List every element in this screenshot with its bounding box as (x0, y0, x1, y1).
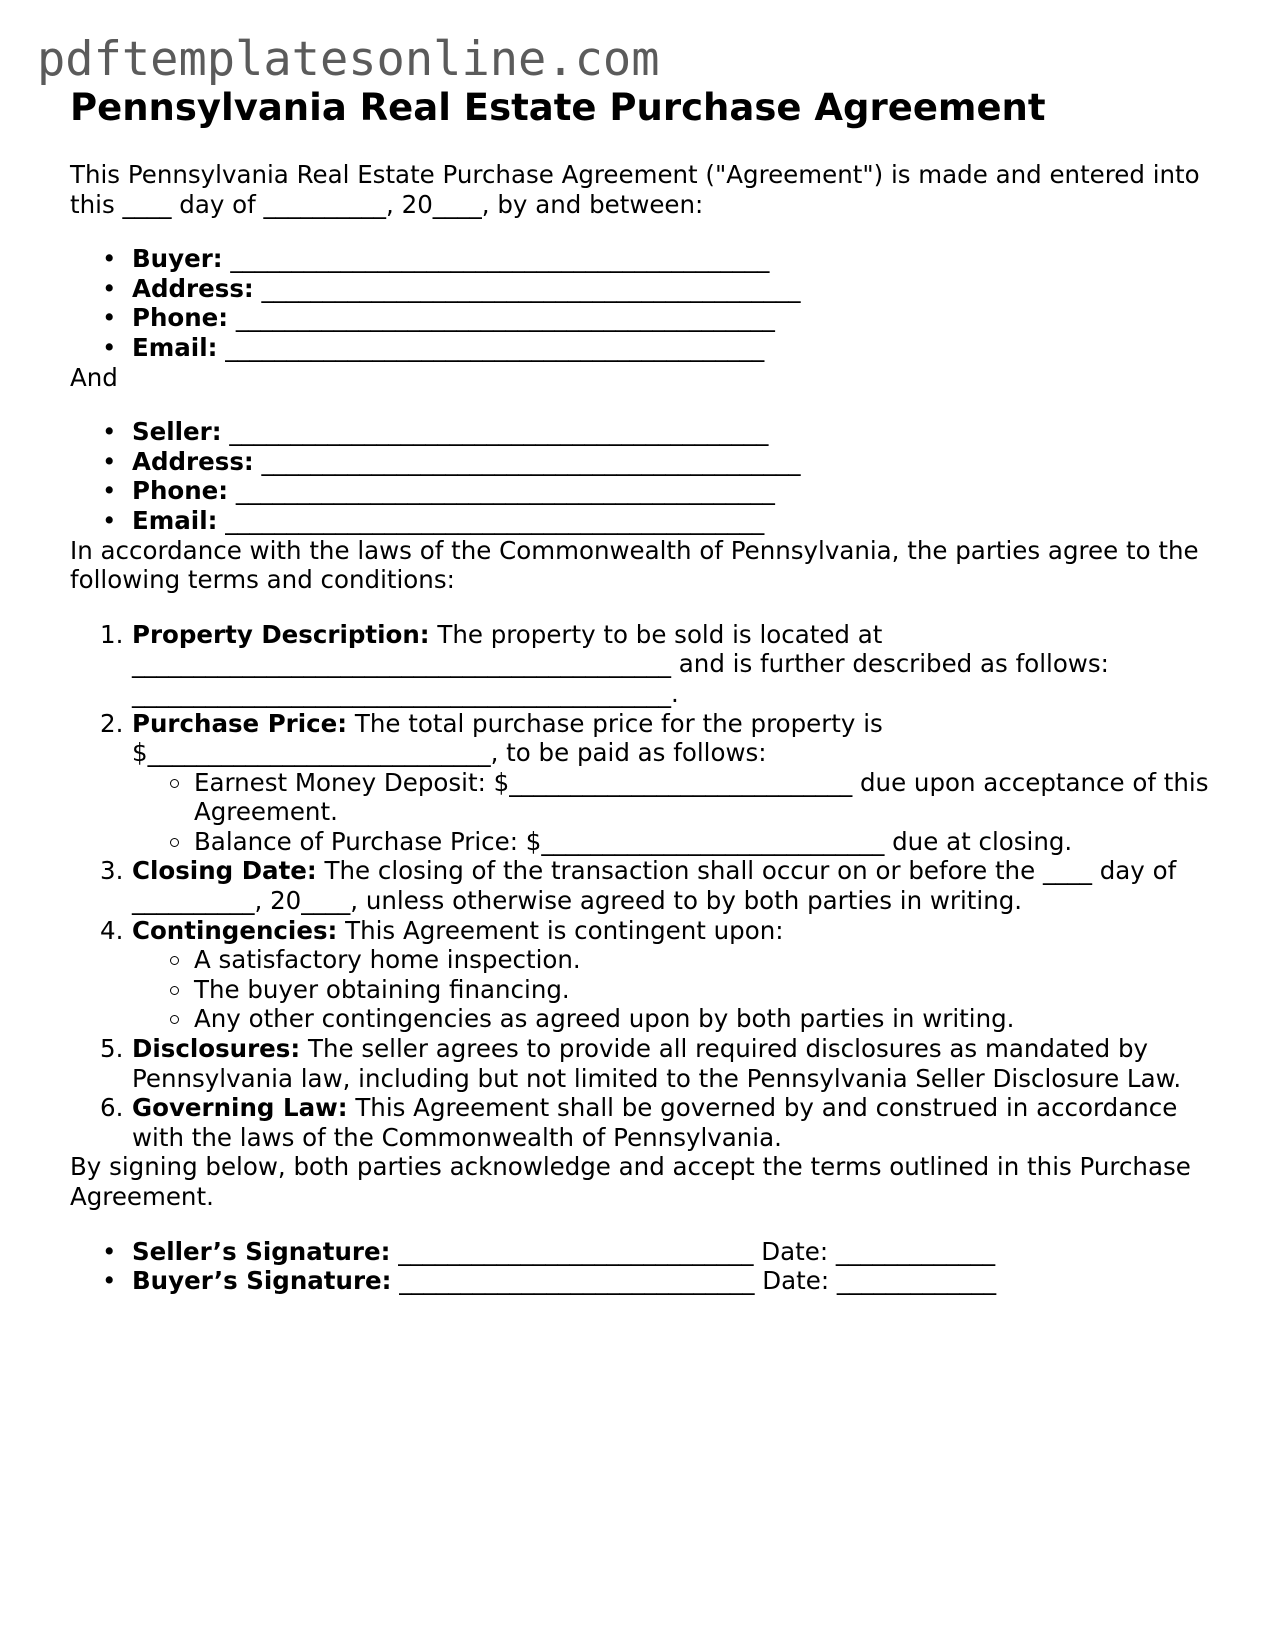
contingency-item: The buyer obtaining financing. (194, 975, 1220, 1005)
buyer-phone-field (132, 303, 1220, 333)
seller-phone-field (132, 476, 1220, 506)
signature-label: Buyer’s Signature: (132, 1266, 392, 1296)
price-amount-line: $____________________________, to be paid as follows: (132, 738, 767, 768)
seller-name-field (132, 417, 1220, 447)
field-label: Buyer: (132, 244, 223, 274)
term-property-description (132, 620, 1220, 709)
term-text: The seller agrees to provide all required disclosures as mandated by Pennsylvania law, including but not limited to the Pennsylvania Seller Disclosure Law. (132, 1034, 1182, 1093)
earnest-money-item: Earnest Money Deposit: $____________________________ due upon acceptance of this Agreement. (194, 768, 1220, 827)
balance-item: Balance of Purchase Price: $____________________________ due at closing. (194, 827, 1220, 857)
term-heading: Property Description: (132, 619, 430, 649)
payment-schedule-list (132, 768, 1220, 857)
signature-label: Seller’s Signature: (132, 1236, 391, 1266)
date-blank: _____________ (835, 1236, 996, 1266)
term-heading: Closing Date: (132, 856, 317, 886)
property-description-blank: ____________________________________________. (132, 678, 679, 708)
closing-statement: By signing below, both parties acknowledge and accept the terms outlined in this Purchase Agreement. (70, 1152, 1191, 1211)
date-label: Date: (761, 1236, 829, 1266)
term-text: This Agreement is contingent upon: (337, 915, 784, 945)
contingency-item: A satisfactory home inspection. (194, 945, 1220, 975)
seller-email-field (132, 506, 1220, 536)
signature-blank: _____________________________ (398, 1236, 754, 1266)
signature-blank: _____________________________ (399, 1266, 755, 1296)
seller-address-field (132, 447, 1220, 477)
term-text: The total purchase price for the property is (347, 708, 883, 738)
term-heading: Governing Law: (132, 1093, 348, 1123)
term-text: This Agreement shall be governed by and construed in accordance with the laws of the Commonwealth of Pennsylvania. (132, 1093, 1178, 1152)
term-text: The closing of the transaction shall occur on or before the ____ day of __________, 20____, unless otherwise agreed to by both parties in writing. (132, 856, 1177, 916)
field-label: Seller: (132, 417, 222, 447)
buyer-signature-line (132, 1266, 1220, 1296)
buyer-name-field (132, 244, 1220, 274)
term-purchase-price (132, 709, 1220, 857)
field-blank: ____________________________________________ (261, 273, 801, 303)
watermark: pdftemplatesonline.com (37, 32, 660, 87)
field-label: Phone: (132, 303, 229, 333)
date-blank: _____________ (836, 1266, 997, 1296)
field-blank: ____________________________________________ (235, 476, 775, 506)
field-label: Email: (132, 332, 218, 362)
field-label: Phone: (132, 476, 229, 506)
field-label: Email: (132, 505, 218, 535)
term-disclosures (132, 1034, 1220, 1093)
term-text: and is further described as follows: (671, 649, 1109, 679)
seller-signature-line (132, 1237, 1220, 1267)
term-heading: Disclosures: (132, 1034, 301, 1064)
field-blank: ____________________________________________ (261, 446, 801, 476)
term-governing-law (132, 1093, 1220, 1152)
term-text: The property to be sold is located at (429, 619, 883, 649)
date-label: Date: (762, 1266, 830, 1296)
contingencies-list (132, 945, 1220, 1034)
field-blank: ____________________________________________ (225, 332, 765, 362)
contingency-item: Any other contingencies as agreed upon by both parties in writing. (194, 1004, 1220, 1034)
seller-details-list (70, 417, 1220, 535)
field-blank: ____________________________________________ (225, 505, 765, 535)
field-blank: ____________________________________________ (229, 417, 769, 447)
term-heading: Purchase Price: (132, 708, 348, 738)
term-closing-date (132, 856, 1220, 915)
field-blank: ____________________________________________ (230, 244, 770, 274)
field-label: Address: (132, 273, 254, 303)
field-blank: ____________________________________________ (235, 303, 775, 333)
and-connector: And (70, 362, 118, 392)
signature-list (70, 1237, 1220, 1296)
buyer-email-field (132, 333, 1220, 363)
buyer-address-field (132, 274, 1220, 304)
term-heading: Contingencies: (132, 915, 338, 945)
document-title: Pennsylvania Real Estate Purchase Agreement (70, 86, 1046, 129)
accordance-paragraph: In accordance with the laws of the Commonwealth of Pennsylvania, the parties agree to the following terms and conditions: (70, 535, 1199, 595)
term-contingencies (132, 916, 1220, 1034)
terms-list (70, 620, 1220, 1153)
field-label: Address: (132, 446, 254, 476)
intro-paragraph: This Pennsylvania Real Estate Purchase Agreement ("Agreement") is made and entered into this ____ day of __________, 20____, by and between: (70, 160, 1200, 219)
document-body (70, 160, 1220, 1296)
buyer-details-list (70, 244, 1220, 362)
property-location-blank: ____________________________________________ (132, 649, 671, 679)
